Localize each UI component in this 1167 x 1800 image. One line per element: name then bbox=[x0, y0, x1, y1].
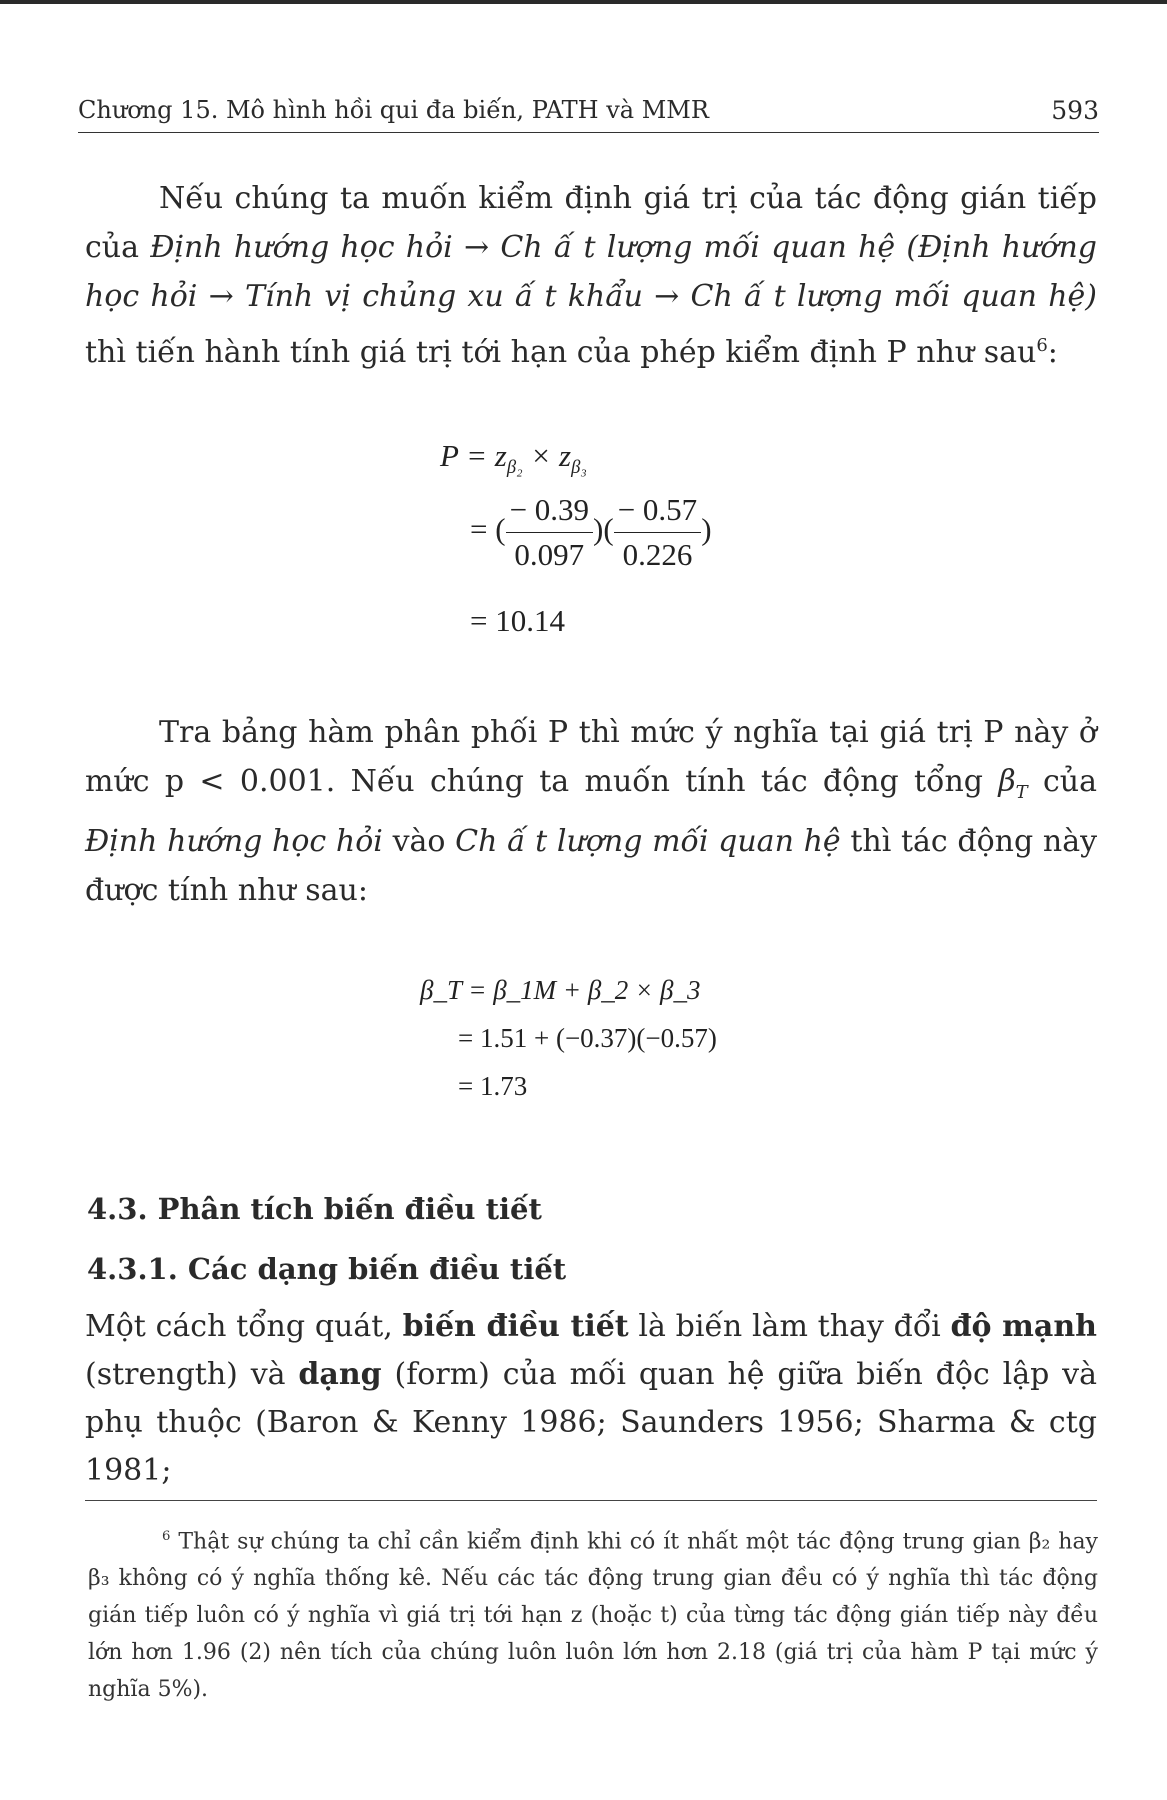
footnote-text: Thật sự chúng ta chỉ cần kiểm định khi có ít nhất một tác động trung gian β₂ hay β₃ không có ý nghĩa thống kê. Nếu các tác động trung gian đều có ý nghĩa thì tác động gián tiếp luôn có ý nghĩa vì giá trị tới hạn z (hoặc t) của từng tác động gián tiếp này đều lớn hơn 1.96 (2) nên tích của chúng luôn luôn lớn hơn 2.18 (giá trị của hàm P tại mức ý nghĩa 5%). bbox=[88, 1529, 1098, 1703]
footnote bbox=[88, 1518, 1098, 1708]
footnote-reference[interactable]: 6 bbox=[1036, 335, 1048, 356]
equation-p-statistic: $P = z_{\beta_2} \times z_{\beta_3}$ = ( $\frac{- 0.39}{0.097}$ )( $\frac{- 0.57}{0.226}$ ) = 10.14 bbox=[440, 438, 712, 638]
paragraph-moderator-definition: Một cách tổng quát, biến điều tiết là biến làm thay đổi độ mạnh (strength) và dạng (form) của mối quan hệ giữa biến độc lập và phụ thuộc (Baron & Kenny 1986; Saunders 1956; Sharma & ctg 1981; bbox=[85, 1309, 1097, 1488]
scan-top-edge bbox=[0, 0, 1167, 4]
italic-path-description: Định hướng học hỏi → Ch ấ t lượng mối quan hệ (Định hướng học hỏi → Tính vị chủng xu ấ t khẩu → Ch ấ t lượng mối quan hệ) bbox=[85, 230, 1098, 314]
equation-total-effect: β_T = β_1M + β_2 × β_3 = 1.51 + (−0.37)(−0.57) = 1.73 bbox=[420, 975, 717, 1101]
chapter-title: Chương 15. Mô hình hồi qui đa biến, PATH và MMR bbox=[78, 96, 709, 124]
section-heading: 4.3. Phân tích biến điều tiết bbox=[87, 1192, 542, 1226]
fraction-1: $\frac{- 0.39}{0.097}$ bbox=[506, 488, 593, 577]
paragraph-total-effect: Tra bảng hàm phân phối P thì mức ý nghĩa tại giá trị P này ở mức p < 0.001. Nếu chúng ta muốn tính tác động tổng $\beta_T$ của Định hướng học hỏi vào Ch ấ t lượng mối quan hệ thì tác động này được tính như sau: bbox=[85, 715, 1098, 908]
footnote-divider bbox=[85, 1500, 1097, 1501]
page-number: 593 bbox=[1051, 96, 1099, 125]
footnote-marker: 6 bbox=[162, 1529, 171, 1544]
paragraph-indirect-effect: Nếu chúng ta muốn kiểm định giá trị của tác động gián tiếp của Định hướng học hỏi → Ch ấ t lượng mối quan hệ (Định hướng học hỏi → Tính vị chủng xu ấ t khẩu → Ch ấ t lượng mối quan hệ) thì tiến hành tính giá trị tới hạn của phép kiểm định P như sau$^6$: bbox=[85, 181, 1098, 370]
page-header bbox=[78, 92, 1099, 133]
fraction-2: $\frac{- 0.57}{0.226}$ bbox=[614, 488, 701, 577]
subsection-heading: 4.3.1. Các dạng biến điều tiết bbox=[87, 1252, 567, 1286]
equation-result: = 10.14 bbox=[470, 603, 565, 638]
